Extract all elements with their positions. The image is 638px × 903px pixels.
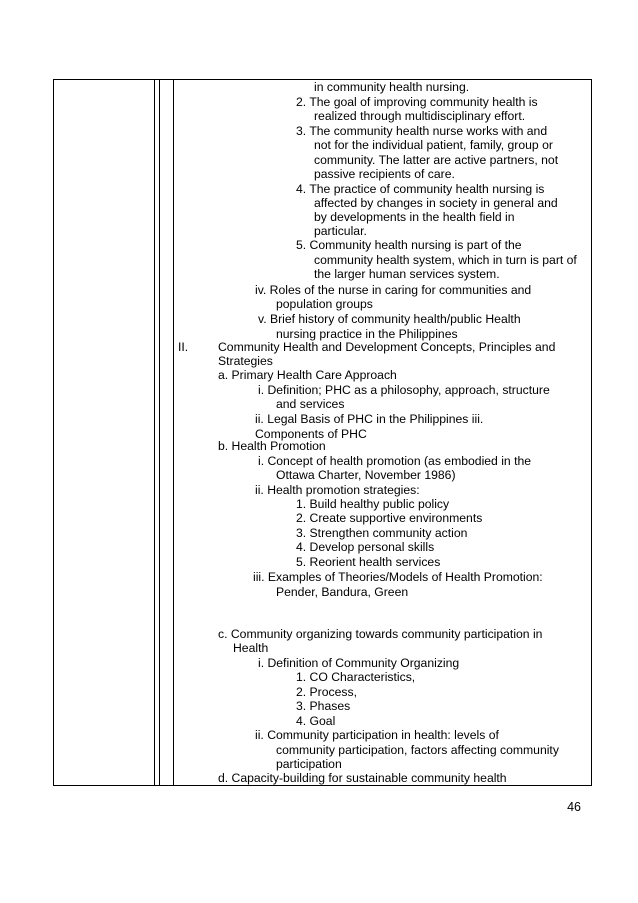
outline-line: 4. Develop personal skills [296, 540, 435, 554]
outline-line: 1. CO Characteristics, [296, 670, 416, 684]
outline-line: ii. Health promotion strategies: [255, 483, 420, 497]
column-divider [173, 80, 174, 785]
outline-line: and services [276, 397, 345, 411]
outline-line: 3. Strengthen community action [296, 526, 468, 540]
outline-line: participation [276, 757, 342, 771]
outline-line: Strategies [218, 354, 273, 368]
column-divider [154, 80, 155, 785]
outline-line: 4. The practice of community health nursing is [296, 182, 545, 196]
outline-line: the larger human services system. [314, 267, 500, 281]
outline-line: 3. The community health nurse works with and [296, 124, 548, 138]
outline-line: 5. Reorient health services [296, 555, 441, 569]
outline-line: Ottawa Charter, November 1986) [276, 468, 456, 482]
outline-line: i. Concept of health promotion (as embodied in the [258, 454, 532, 468]
outline-line: 2. Create supportive environments [296, 511, 483, 525]
outline-line: particular. [314, 224, 367, 238]
outline-line: i. Definition; PHC as a philosophy, approach, structure [258, 383, 550, 397]
outline-line: Community Health and Development Concepts, Principles and [218, 340, 556, 354]
outline-line: Health [233, 641, 269, 655]
outline-line: 2. The goal of improving community health is [296, 95, 538, 109]
outline-line: community participation, factors affecting community [276, 743, 559, 757]
outline-line: affected by changes in society in general and [314, 196, 558, 210]
outline-line: b. Health Promotion [218, 439, 326, 453]
outline-line: d. Capacity-building for sustainable community health [218, 771, 507, 785]
outline-line: by developments in the health field in [314, 210, 515, 224]
outline-line: 1. Build healthy public policy [296, 497, 450, 511]
outline-line: 5. Community health nursing is part of the [296, 238, 522, 252]
outline-line: iv. Roles of the nurse in caring for communities and [255, 283, 532, 297]
outline-line: iii. Examples of Theories/Models of Health Promotion: [253, 570, 543, 584]
outline-line: nursing practice in the Philippines [276, 327, 458, 341]
outline-line: population groups [276, 297, 373, 311]
outline-line: 2. Process, [296, 685, 357, 699]
page-number: 46 [567, 800, 581, 814]
outline-line: Components of PHC [255, 427, 367, 441]
outline-line: v. Brief history of community health/public Health [258, 312, 521, 326]
outline-line: community. The latter are active partners, not [314, 153, 559, 167]
outline-line: realized through multidisciplinary effort. [314, 109, 526, 123]
outline-line: a. Primary Health Care Approach [218, 368, 397, 382]
outline-line: passive recipients of care. [314, 167, 455, 181]
outline-line: in community health nursing. [314, 80, 470, 94]
outline-line: c. Community organizing towards community participation in [218, 627, 543, 641]
column-divider [159, 80, 160, 785]
outline-line: ii. Community participation in health: levels of [255, 728, 499, 742]
outline-line: 3. Phases [296, 699, 351, 713]
outline-line: community health system, which in turn is part of [314, 253, 577, 267]
section-numeral: II. [178, 340, 189, 354]
outline-line: not for the individual patient, family, group or [314, 138, 553, 152]
outline-line: 4. Goal [296, 714, 336, 728]
outline-line: ii. Legal Basis of PHC in the Philippines iii. [255, 412, 484, 426]
outline-line: Pender, Bandura, Green [276, 585, 409, 599]
outline-line: i. Definition of Community Organizing [258, 656, 460, 670]
